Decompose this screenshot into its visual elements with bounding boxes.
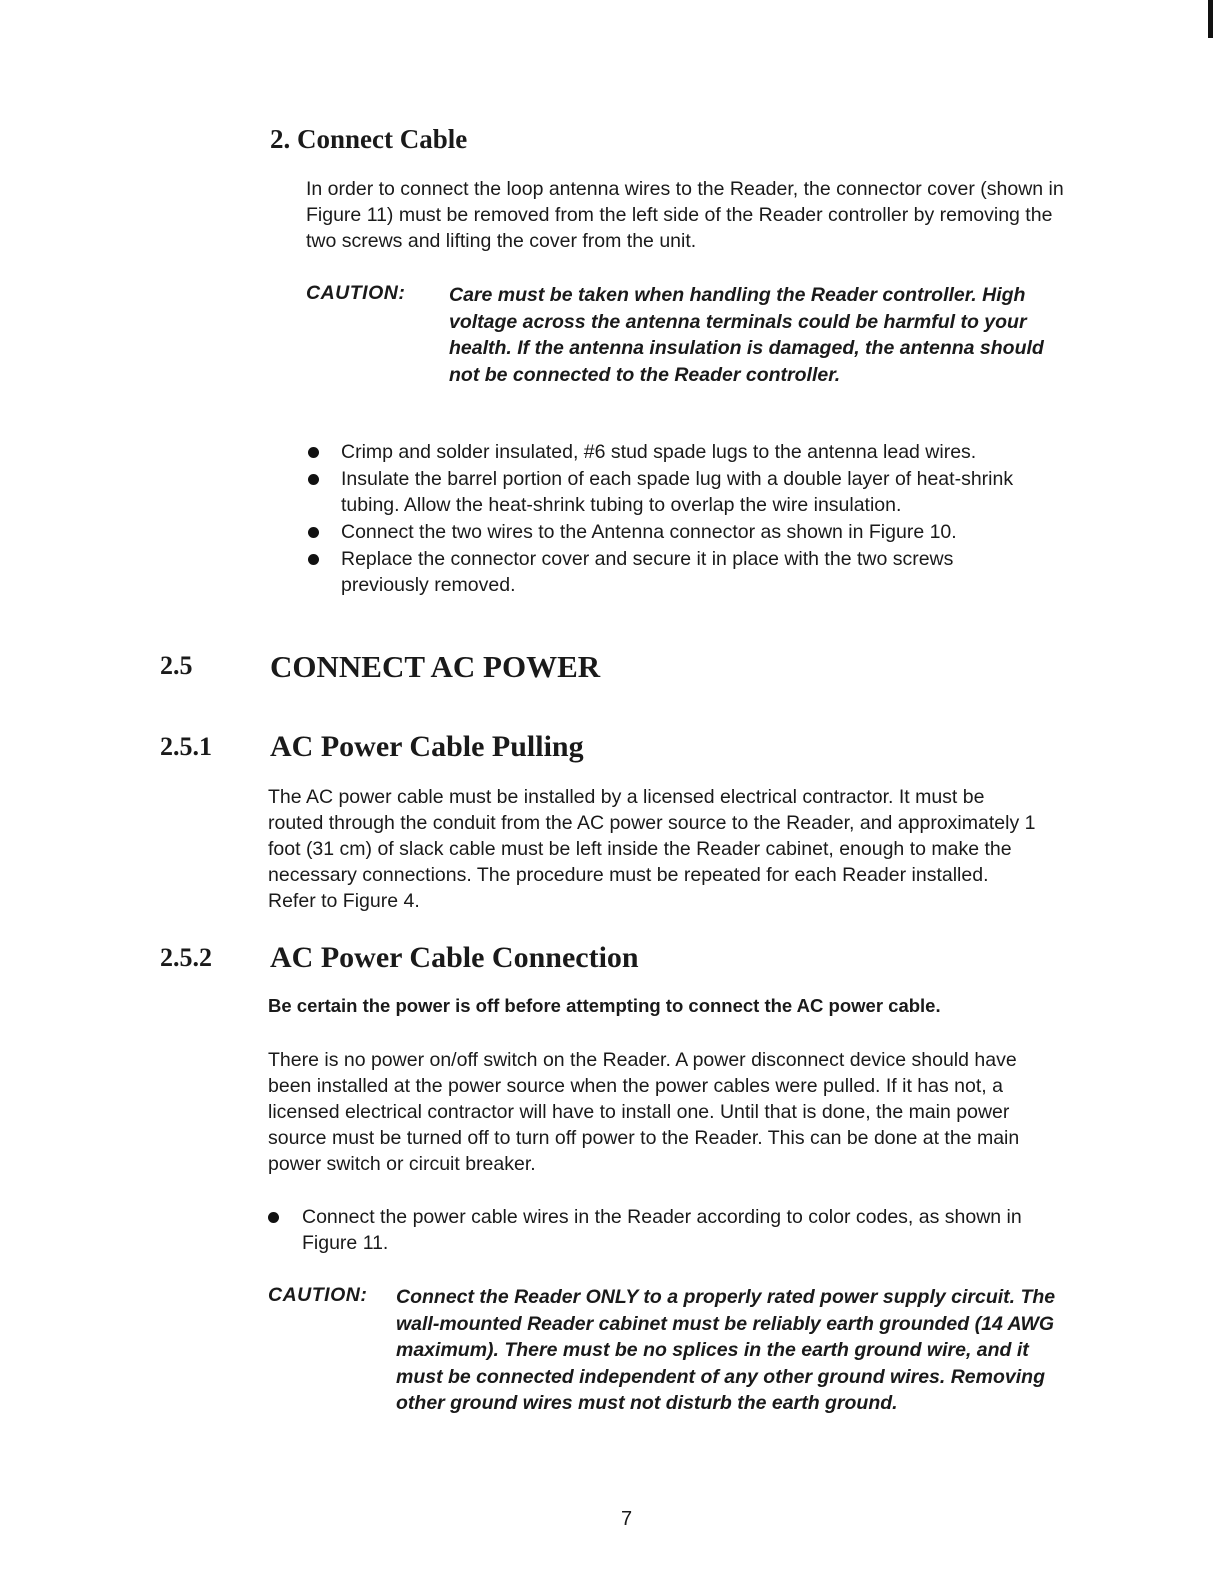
section-title-connect-ac-power: CONNECT AC POWER xyxy=(270,649,601,684)
bullet-icon xyxy=(268,1212,279,1223)
ac-connection-bullet-list xyxy=(268,1204,1043,1257)
bullet-icon xyxy=(308,474,319,485)
step-heading-connect-cable: 2. Connect Cable xyxy=(270,124,468,154)
section-title-ac-power-cable-connection: AC Power Cable Connection xyxy=(270,941,639,974)
section-number-2-5-2: 2.5.2 xyxy=(160,943,212,972)
section-number-2-5-1: 2.5.1 xyxy=(160,732,212,761)
connect-cable-bullet-list xyxy=(306,439,1046,599)
caution-label-2: CAUTION: xyxy=(268,1284,368,1306)
list-item: Crimp and solder insulated, #6 stud spade lugs to the antenna lead wires. xyxy=(306,439,1046,465)
list-item: Replace the connector cover and secure it in place with the two screws previously removed. xyxy=(306,546,1046,598)
list-item: Connect the power cable wires in the Reader according to color codes, as shown in Figure 11. xyxy=(268,1204,1043,1256)
connect-cable-intro: In order to connect the loop antenna wires to the Reader, the connector cover (shown in Figure 11) must be removed from the left side of the Reader controller by removing the two screws and lifting the cover from the unit. xyxy=(306,178,1064,252)
bullet-icon xyxy=(308,527,319,538)
page-number: 7 xyxy=(621,1508,633,1530)
bullet-icon xyxy=(308,554,319,565)
caution-text-1: Care must be taken when handling the Reader controller. High voltage across the antenna terminals could be harmful to your health. If the antenna insulation is damaged, the antenna should not be connected to the Reader controller. xyxy=(449,284,1044,386)
ac-power-cable-connection-body: There is no power on/off switch on the Reader. A power disconnect device should have been installed at the power source when the power cables were pulled. If it has not, a licensed electrical contractor will have to install one. Until that is done, the main power source must be turned off to turn off power to the Reader. This can be done at the main power switch or circuit breaker. xyxy=(268,1049,1020,1175)
caution-text-2: Connect the Reader ONLY to a properly rated power supply circuit. The wall-mounted Reader cabinet must be reliably earth grounded (14 AWG maximum). There must be no splices in the earth ground wire, and it must be connected independent of any other ground wires. Removing other ground wires must not disturb the earth ground. xyxy=(396,1286,1056,1414)
power-off-warning: Be certain the power is off before attempting to connect the AC power cable. xyxy=(268,995,941,1016)
scan-edge-mark xyxy=(1208,0,1213,38)
ac-power-cable-pulling-body: The AC power cable must be installed by a licensed electrical contractor. It must be routed through the conduit from the AC power source to the Reader, and approximately 1 foot (31 cm) of slack cable must be left inside the Reader cabinet, enough to make the necessary connections. The procedure must be repeated for each Reader installed. Refer to Figure 4. xyxy=(268,786,1036,912)
list-item: Insulate the barrel portion of each spade lug with a double layer of heat-shrink tubing. Allow the heat-shrink tubing to overlap the wire insulation. xyxy=(306,466,1046,518)
list-item: Connect the two wires to the Antenna connector as shown in Figure 10. xyxy=(306,519,1046,545)
caution-label-1: CAUTION: xyxy=(306,282,406,304)
section-number-2-5: 2.5 xyxy=(160,651,193,680)
bullet-icon xyxy=(308,447,319,458)
section-title-ac-power-cable-pulling: AC Power Cable Pulling xyxy=(270,730,584,763)
